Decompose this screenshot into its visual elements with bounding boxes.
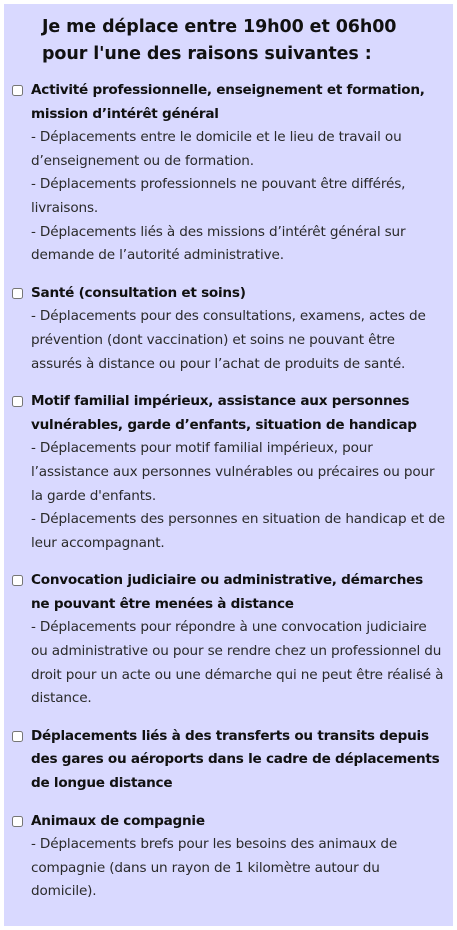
reason-convocation [4,569,453,711]
reason-health [4,282,453,376]
reason-detail: - Déplacements pour répondre à une convocation judiciaire ou administrative ou pour se rendre chez un professionnel du droit pour un acte ou une démarche qui ne peut être réalisé à distance. [31,619,444,707]
reason-title: Santé (consultation et soins) [31,284,246,301]
reason-detail: - Déplacements liés à des missions d’intérêt général sur demande de l’autorité administrative. [31,223,406,264]
reason-detail: - Déplacements des personnes en situation de handicap et de leur accompagnant. [31,511,445,551]
reason-title: Activité professionnelle, enseignement et formation, mission d’intérêt général [31,82,425,122]
form-heading [4,4,453,68]
reason-detail: - Déplacements pour motif familial impérieux, pour l’assistance aux personnes vulnérables ou précaires ou pour la garde d'enfants. [31,440,435,504]
checkbox-family[interactable] [12,396,23,407]
reason-transit [4,725,453,796]
reason-title: Animaux de compagnie [31,812,205,829]
reason-detail: - Déplacements brefs pour les besoins des animaux de compagnie (dans un rayon de 1 kilomètre autour du domicile). [31,836,398,900]
reasons-form-panel [4,4,453,926]
reason-detail: - Déplacements entre le domicile et le lieu de travail ou d’enseignement ou de formation. [31,129,402,169]
reason-pets [4,810,453,904]
reason-detail: - Déplacements pour des consultations, examens, actes de prévention (dont vaccination) et soins ne pouvant être assurés à distance ou pour l’achat de produits de santé. [31,308,426,372]
reason-title: Convocation judiciaire ou administrative, démarches ne pouvant être menées à distance [31,572,423,612]
reason-professional [4,79,453,268]
form-heading-line-1: Je me déplace entre 19h00 et 06h00 [42,17,397,37]
reason-detail: - Déplacements professionnels ne pouvant être différés, livraisons. [31,176,406,216]
reason-title: Motif familial impérieux, assistance aux personnes vulnérables, garde d’enfants, situation de handicap [31,393,417,433]
checkbox-transit[interactable] [12,731,23,742]
form-heading-line-2: pour l'une des raisons suivantes : [42,44,372,64]
reason-family [4,390,453,555]
reason-title: Déplacements liés à des transferts ou transits depuis des gares ou aéroports dans le cadre de déplacements de longue distance [31,727,440,792]
checkbox-convocation[interactable] [12,575,23,586]
checkbox-health[interactable] [12,288,23,299]
reasons-list [4,68,453,904]
checkbox-professional[interactable] [12,85,23,96]
checkbox-pets[interactable] [12,816,23,827]
